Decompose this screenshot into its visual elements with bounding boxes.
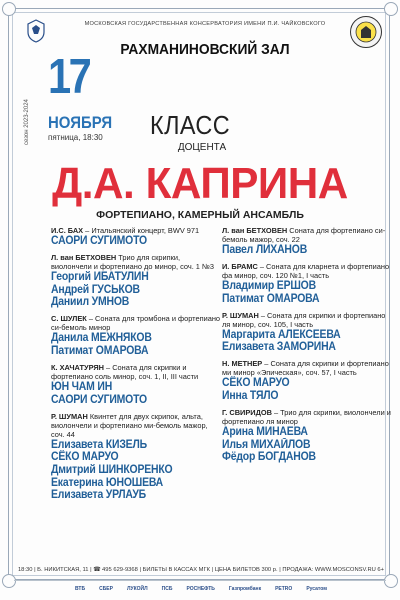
performer-name: Владимир ЕРШОВ: [222, 279, 316, 293]
work-description: [222, 311, 392, 329]
title-docent: ДОЦЕНТА: [177, 142, 227, 153]
sponsor-logo: Русатом: [306, 586, 327, 592]
composer-name: И. БРАМС: [222, 262, 258, 272]
sponsor-logo: СБЕР: [99, 586, 113, 592]
performer-name: Инна ТЯЛО: [222, 389, 279, 403]
sponsor-logo: РОСНЕФТЬ: [186, 586, 215, 592]
performer-name: СЁКО МАРУО: [51, 450, 119, 464]
performer-name: Дмитрий ШИНКОРЕНКО: [51, 462, 173, 476]
program-item: [222, 311, 392, 354]
work-description: [222, 262, 392, 280]
performer-name: САОРИ СУГИМОТО: [51, 234, 147, 247]
work-title: Трио для скрипки, виолончели и фортепиано до минор, соч. 1 №3: [51, 253, 214, 272]
composer-name: Л. ван БЕТХОВЕН: [222, 226, 288, 235]
work-description: [51, 253, 221, 271]
sponsor-logo: ВТБ: [75, 586, 86, 592]
frame-corner: [384, 574, 398, 588]
performer-name: Даниил УМНОВ: [51, 295, 130, 309]
performer-name: ЮН ЧАМ ИН: [51, 380, 113, 394]
frame-corner: [384, 2, 398, 16]
work-title: – Итальянский концерт, BWV 971: [83, 226, 200, 235]
program-left-column: [51, 226, 221, 507]
sponsor-logo: Газпромбанк: [228, 586, 262, 592]
conservatory-name: МОСКОВСКАЯ ГОСУДАРСТВЕННАЯ КОНСЕРВАТОРИЯ ИМЕНИ П.И. ЧАЙКОВСКОГО: [84, 21, 326, 27]
composer-name: Н. МЕТНЕР: [222, 359, 263, 369]
hall-name: РАХМАНИНОВСКИЙ ЗАЛ: [120, 41, 290, 58]
performer-name: Елизавета КИЗЕЛЬ: [51, 437, 147, 451]
work-title: – Трио для скрипки, виолончели и фортепиано ля минор: [222, 408, 391, 427]
work-description: [222, 408, 392, 426]
footer-divider: [14, 580, 386, 581]
work-title: – Соната для скрипки и фортепиано соль минор, соч. 1, II, III части: [51, 363, 199, 382]
work-title: – Соната для кларнета и фортепиано фа минор, соч. 120 №1, I часть: [222, 262, 390, 281]
composer-name: Г. СВИРИДОВ: [222, 408, 272, 418]
frame-corner: [2, 574, 16, 588]
teacher-name: Д.А. КАПРИНА: [52, 159, 348, 208]
work-title: – Соната для тромбона и фортепиано си-бемоль минор: [51, 314, 221, 333]
composer-name: Р. ШУМАН: [51, 411, 88, 421]
frame-corner: [2, 2, 16, 16]
work-description: [51, 412, 221, 439]
performer-name: Илья МИХАЙЛОВ: [222, 437, 311, 451]
title-subtitle: ФОРТЕПИАНО, КАМЕРНЫЙ АНСАМБЛЬ: [96, 209, 304, 221]
footer-info: 18:30 | Б. НИКИТСКАЯ, 11 | ☎ 495 629-9368 | БИЛЕТЫ В КАССАХ МГК | ЦЕНА БИЛЕТОВ 300 р. | ПРОДАЖА: WWW.MOSCONSV.RU 6+: [17, 567, 385, 573]
performer-name: Маргарита АЛЕКСЕЕВА: [222, 327, 341, 341]
performer-name: СЁКО МАРУО: [222, 376, 290, 390]
work-description: [51, 363, 221, 381]
program-item: [51, 363, 221, 406]
performer-name: Данила МЕЖНЯКОВ: [51, 331, 152, 345]
performer-name: Фёдор БОГДАНОВ: [222, 450, 316, 464]
program-item: [51, 226, 221, 248]
event-day: 17: [48, 50, 90, 104]
event-weekday-time: пятница, 18:30: [48, 133, 103, 142]
conservatory-seal-icon: [349, 15, 383, 49]
composer-name: И.С. БАХ: [51, 226, 84, 235]
performer-name: Патимат ОМАРОВА: [51, 343, 149, 357]
performer-name: Андрей ГУСЬКОВ: [51, 282, 140, 296]
performer-name: Патимат ОМАРОВА: [222, 291, 320, 305]
work-title: Квинтет для двух скрипок, альта, виолончели и фортепиано ми-бемоль мажор, соч. 44: [51, 411, 208, 439]
performer-name: Елизавета ЗАМОРИНА: [222, 340, 336, 354]
performer-name: Арина МИНАЕВА: [222, 425, 308, 439]
event-month: НОЯБРЯ: [48, 113, 113, 132]
composer-name: Р. ШУМАН: [222, 310, 259, 320]
work-description: [222, 226, 392, 244]
sponsor-logo: ЛУКОЙЛ: [126, 586, 148, 592]
sponsor-logo: PETRO: [275, 586, 293, 592]
work-title: Соната для фортепиано си-бемоль мажор, соч. 22: [222, 226, 386, 244]
title-klass: КЛАСС: [150, 110, 231, 140]
season-label: сезон 2023-2024: [24, 99, 30, 145]
performer-name: САОРИ СУГИМОТО: [51, 392, 147, 406]
work-description: [51, 314, 221, 332]
work-title: – Соната для скрипки и фортепиано ми минор «Эпическая», соч. 57, I часть: [222, 359, 389, 378]
performer-name: Георгий ИБАТУЛИН: [51, 270, 149, 284]
work-description: [222, 359, 392, 377]
performer-name: Павел ЛИХАНОВ: [222, 243, 308, 256]
composer-name: К. ХАЧАТУРЯН: [51, 363, 104, 373]
program-item: [222, 226, 392, 257]
sponsor-logo: ПСБ: [161, 586, 173, 592]
work-title: – Соната для скрипки и фортепиано ля минор, соч. 105, I часть: [222, 310, 386, 329]
program-item: [222, 262, 392, 305]
ministry-emblem-icon: [26, 19, 46, 43]
program-right-column: [222, 226, 392, 469]
composer-name: С. ШУЛЕК: [51, 314, 87, 324]
program-item: [51, 314, 221, 357]
program-item: [51, 412, 221, 502]
composer-name: Л. ван БЕТХОВЕН: [51, 253, 117, 263]
performer-name: Екатерина ЮНОШЕВА: [51, 475, 164, 489]
program-item: [51, 253, 221, 309]
performer-name: Елизавета УРЛАУБ: [51, 488, 146, 502]
program-item: [222, 408, 392, 464]
program-item: [222, 359, 392, 402]
sponsor-logos: [16, 586, 386, 596]
